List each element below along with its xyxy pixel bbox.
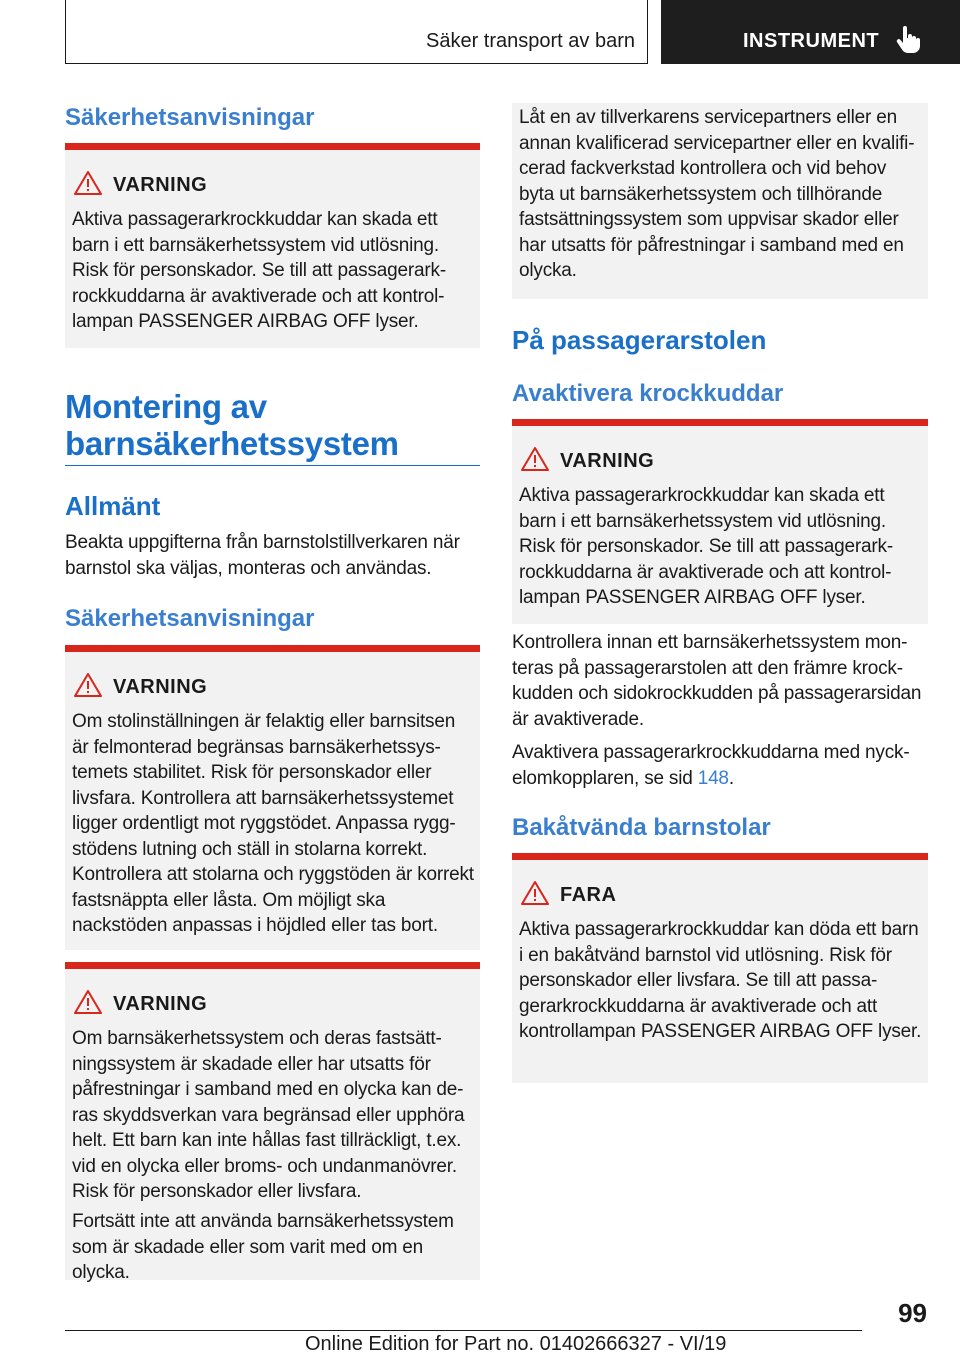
warning-text-2: Fortsätt inte att använda barnsäkerhetssystem som är skadade eller som varit med om en olycka. (72, 1211, 454, 1283)
footer-rule (65, 1330, 862, 1331)
warning-triangle-icon (520, 446, 550, 472)
heading-sakerhetsanvisningar-2: Säkerhetsanvisningar (65, 605, 315, 632)
warning-text: Aktiva passagerarkrockkuddar kan skada ett barn i ett barnsäkerhetssystem vid utlösning. Risk för personskador. Se till att passagerarkrockkuddarna är avaktiverade och att kontrollampan PASSENGER AIRBAG OFF lyser. (72, 209, 447, 332)
warning-triangle-icon (73, 672, 103, 698)
heading-montering (65, 388, 399, 462)
warning-title: VARNING (113, 993, 208, 1015)
heading-bakatvanda: Bakåtvända barnstolar (512, 814, 771, 841)
avaktivera-text: Avaktivera passagerarkrockkuddarna med nyckelomkopplaren, se sid (512, 742, 910, 789)
instrument-tab-label: INSTRUMENT (743, 30, 880, 52)
warning-box-1 (65, 143, 480, 348)
warning-text: Om barnsäkerhetssystem och deras fastsättningssystem är skadade eller har utsatts för påfrestningar i samband med en olycka kan deras skyddsverkan vara begränsad eller upphöra helt. Ett barn kan inte hållas fast tillräckligt, t.ex. vid en olycka eller broms- och undanmanövrer. Risk för personskador eller livsfara. (72, 1028, 465, 1202)
instrument-tab[interactable] (661, 0, 960, 64)
warning-box-4 (512, 419, 928, 624)
heading-sakerhetsanvisningar-1: Säkerhetsanvisningar (65, 104, 315, 131)
heading-rule (65, 465, 480, 466)
danger-text: Aktiva passagerarkrockkuddar kan döda ett barn i en bakåtvänd barnstol vid utlösning. Risk för personskador eller livsfara. Se till att passagerarkrockkuddarna är avaktiverade och att kontrollampan PASSENGER AIRBAG OFF lyser. (519, 919, 922, 1042)
continued-info-box (512, 103, 928, 299)
warning-title: VARNING (113, 676, 208, 698)
warning-text: Om stolinställningen är felaktig eller barnsitsen är felmonterad begränsas barnsäkerhetssystemets stabilitet. Risk för personskador eller livsfara. Kontrollera att barnsäkerhetssystemet ligger ordentligt mot ryggstödet. Anpassa ryggstödens lutning och ställ in stolarna korrekt. Kontrollera att stolarna och ryggstöden är korrekt fastsnäppta eller låsta. Om möjligt ska nackstöden anpassas i höjdled eller tas bort. (72, 711, 474, 936)
avaktivera-end: . (728, 767, 734, 789)
warning-title: VARNING (560, 450, 655, 472)
warning-box-3 (65, 962, 480, 1283)
page-number: 99 (898, 1298, 927, 1328)
warning-triangle-icon (520, 880, 550, 906)
danger-title: FARA (560, 884, 617, 906)
page-link-148[interactable]: 148 (697, 767, 729, 789)
warning-text: Aktiva passagerarkrockkuddar kan skada ett barn i ett barnsäkerhetssystem vid utlösning. Risk för personskador. Se till att passagerarkrockkuddarna är avaktiverade och att kontrollampan PASSENGER AIRBAG OFF lyser. (519, 485, 894, 608)
heading-avaktivera: Avaktivera krockkuddar (512, 380, 784, 407)
warning-title: VARNING (113, 174, 208, 196)
pointing-hand-icon (895, 26, 921, 54)
heading-allmant: Allmänt (65, 491, 161, 521)
warning-triangle-icon (73, 170, 103, 196)
warning-box-2 (65, 645, 480, 950)
footer-edition: Online Edition for Part no. 01402666327 - VI/19 (305, 1333, 727, 1355)
section-title: Säker transport av barn (426, 30, 635, 52)
danger-box (512, 853, 928, 1083)
warning-triangle-icon (73, 989, 103, 1015)
avaktivera-paragraph (512, 740, 928, 791)
header-section-box (65, 0, 648, 64)
heading-montering-line2: barnsäkerhetssystem (65, 425, 399, 462)
kontrollera-paragraph: Kontrollera innan ett barnsäkerhetssystem monteras på passagerarstolen att den främre krockkudden och sidokrockkudden på passagerarsidan är avaktiverade. (512, 632, 922, 730)
heading-montering-line1: Montering av (65, 388, 267, 425)
heading-passagerarstolen: På passagerarstolen (512, 325, 767, 355)
allmant-paragraph: Beakta uppgifterna från barnstolstillverkaren när barnstol ska väljas, monteras och användas. (65, 532, 460, 579)
continued-text: Låt en av tillverkarens servicepartners eller en annan kvalificerad servicepartner eller en kvalificerad fackverkstad kontrollera och vid behov byta ut barnsäkerhetssystem och tillhörande fastsättningssystem som uppvisar skador eller har utsatts för påfrestningar i samband med en olycka. (519, 107, 915, 281)
